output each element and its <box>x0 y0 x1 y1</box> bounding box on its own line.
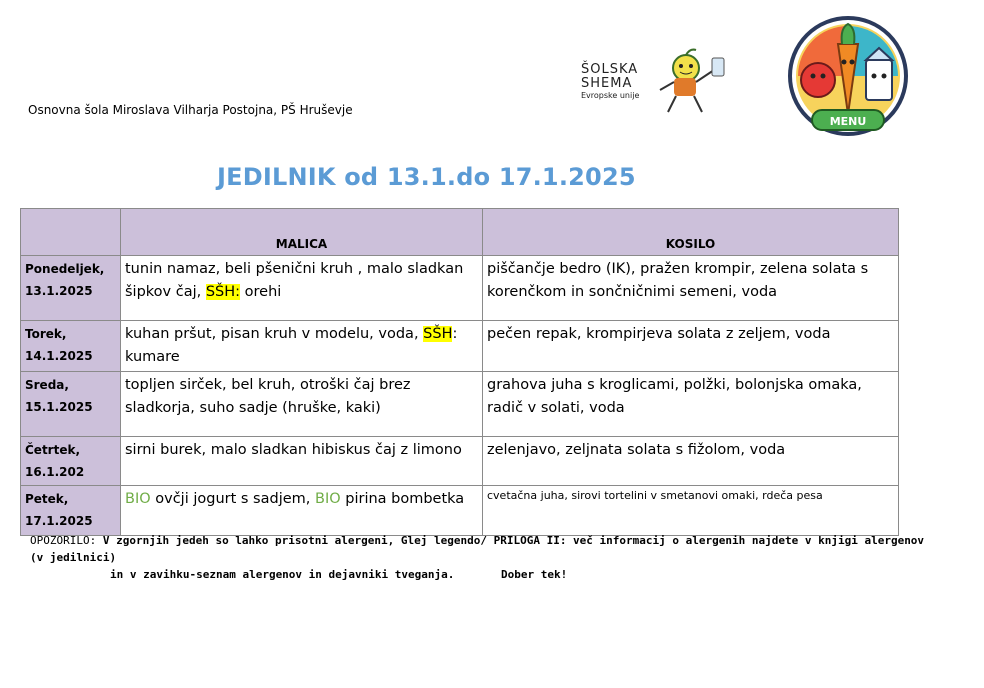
kosilo-cell: pečen repak, krompirjeva solata z zeljem, voda <box>483 321 899 372</box>
malica-cell <box>121 486 483 536</box>
malica-cell: topljen sirček, bel kruh, otroški čaj brez sladkorja, suho sadje (hruške, kaki) <box>121 372 483 437</box>
day-name: Četrtek, <box>25 443 81 457</box>
closing-text: Dober tek! <box>501 568 568 581</box>
school-scheme-logo <box>576 40 736 120</box>
day-name: Torek, <box>25 327 67 341</box>
column-header-malica: MALICA <box>121 209 483 256</box>
ssh-highlight: SŠH: <box>205 284 241 300</box>
malica-cell <box>121 321 483 372</box>
scheme-line-3: Evropske unije <box>581 91 640 100</box>
day-cell <box>21 437 121 486</box>
day-name: Ponedeljek, <box>25 262 105 276</box>
menu-badge-text: MENU <box>829 115 867 128</box>
table-row-friday <box>21 486 899 536</box>
warning-label: OPOZORILO: <box>30 534 97 547</box>
malica-cell <box>121 256 483 321</box>
header-corner-cell <box>21 209 121 256</box>
day-cell <box>21 321 121 372</box>
scheme-line-2: SHEMA <box>581 76 633 91</box>
malica-text: tunin namaz, beli pšenični kruh , malo sladkan šipkov čaj, <box>125 261 464 300</box>
kosilo-cell: cvetačna juha, sirovi tortelini v smetanovi omaki, rdeča pesa <box>483 486 899 536</box>
day-cell <box>21 372 121 437</box>
day-date: 15.1.2025 <box>25 400 93 414</box>
bio-label: BIO <box>315 491 341 507</box>
day-name: Petek, <box>25 492 69 506</box>
table-header-row <box>21 209 899 256</box>
day-cell <box>21 486 121 536</box>
column-header-kosilo: KOSILO <box>483 209 899 256</box>
table-row-monday <box>21 256 899 321</box>
scheme-line-1: ŠOLSKA <box>581 62 639 77</box>
table-row-tuesday <box>21 321 899 372</box>
menu-table <box>20 208 899 536</box>
day-date: 16.1.202 <box>25 465 85 479</box>
table-row-thursday <box>21 437 899 486</box>
malica-text-end: : kumare <box>125 326 458 365</box>
malica-cell: sirni burek, malo sladkan hibiskus čaj z limono <box>121 437 483 486</box>
malica-text: kuhan pršut, pisan kruh v modelu, voda, <box>125 326 424 342</box>
menu-badge-logo <box>784 14 912 144</box>
school-name: Osnovna šola Miroslava Vilharja Postojna, PŠ Hruševje <box>28 103 353 117</box>
malica-text-end: orehi <box>240 284 282 300</box>
page-title: JEDILNIK od 13.1.do 17.1.2025 <box>217 163 636 191</box>
ssh-highlight: SŠH <box>423 326 453 342</box>
kosilo-cell: grahova juha s kroglicami, polžki, bolonjska omaka, radič v solati, voda <box>483 372 899 437</box>
day-date: 14.1.2025 <box>25 349 93 363</box>
kosilo-cell: zelenjavo, zeljnata solata s fižolom, voda <box>483 437 899 486</box>
day-name: Sreda, <box>25 378 69 392</box>
day-cell <box>21 256 121 321</box>
day-date: 13.1.2025 <box>25 284 93 298</box>
warning-line-2: in v zavihku-seznam alergenov in dejavniki tveganja. <box>110 568 455 581</box>
table-row-wednesday <box>21 372 899 437</box>
malica-text-end: pirina bombetka <box>340 491 465 507</box>
day-date: 17.1.2025 <box>25 514 93 528</box>
bio-label: BIO <box>125 491 151 507</box>
malica-text: ovčji jogurt s sadjem, <box>150 491 315 507</box>
kosilo-cell: piščančje bedro (IK), pražen krompir, zelena solata s korenčkom in sončničnimi semeni, voda <box>483 256 899 321</box>
allergen-warning <box>30 532 930 583</box>
warning-line-1: V zgornjih jedeh so lahko prisotni alergeni, Glej legendo/ PRILOGA II: več informacij o alergenih najdete v knjigi alergenov (v jedilnici) <box>30 534 925 564</box>
menu-mascots-icon <box>784 14 912 144</box>
